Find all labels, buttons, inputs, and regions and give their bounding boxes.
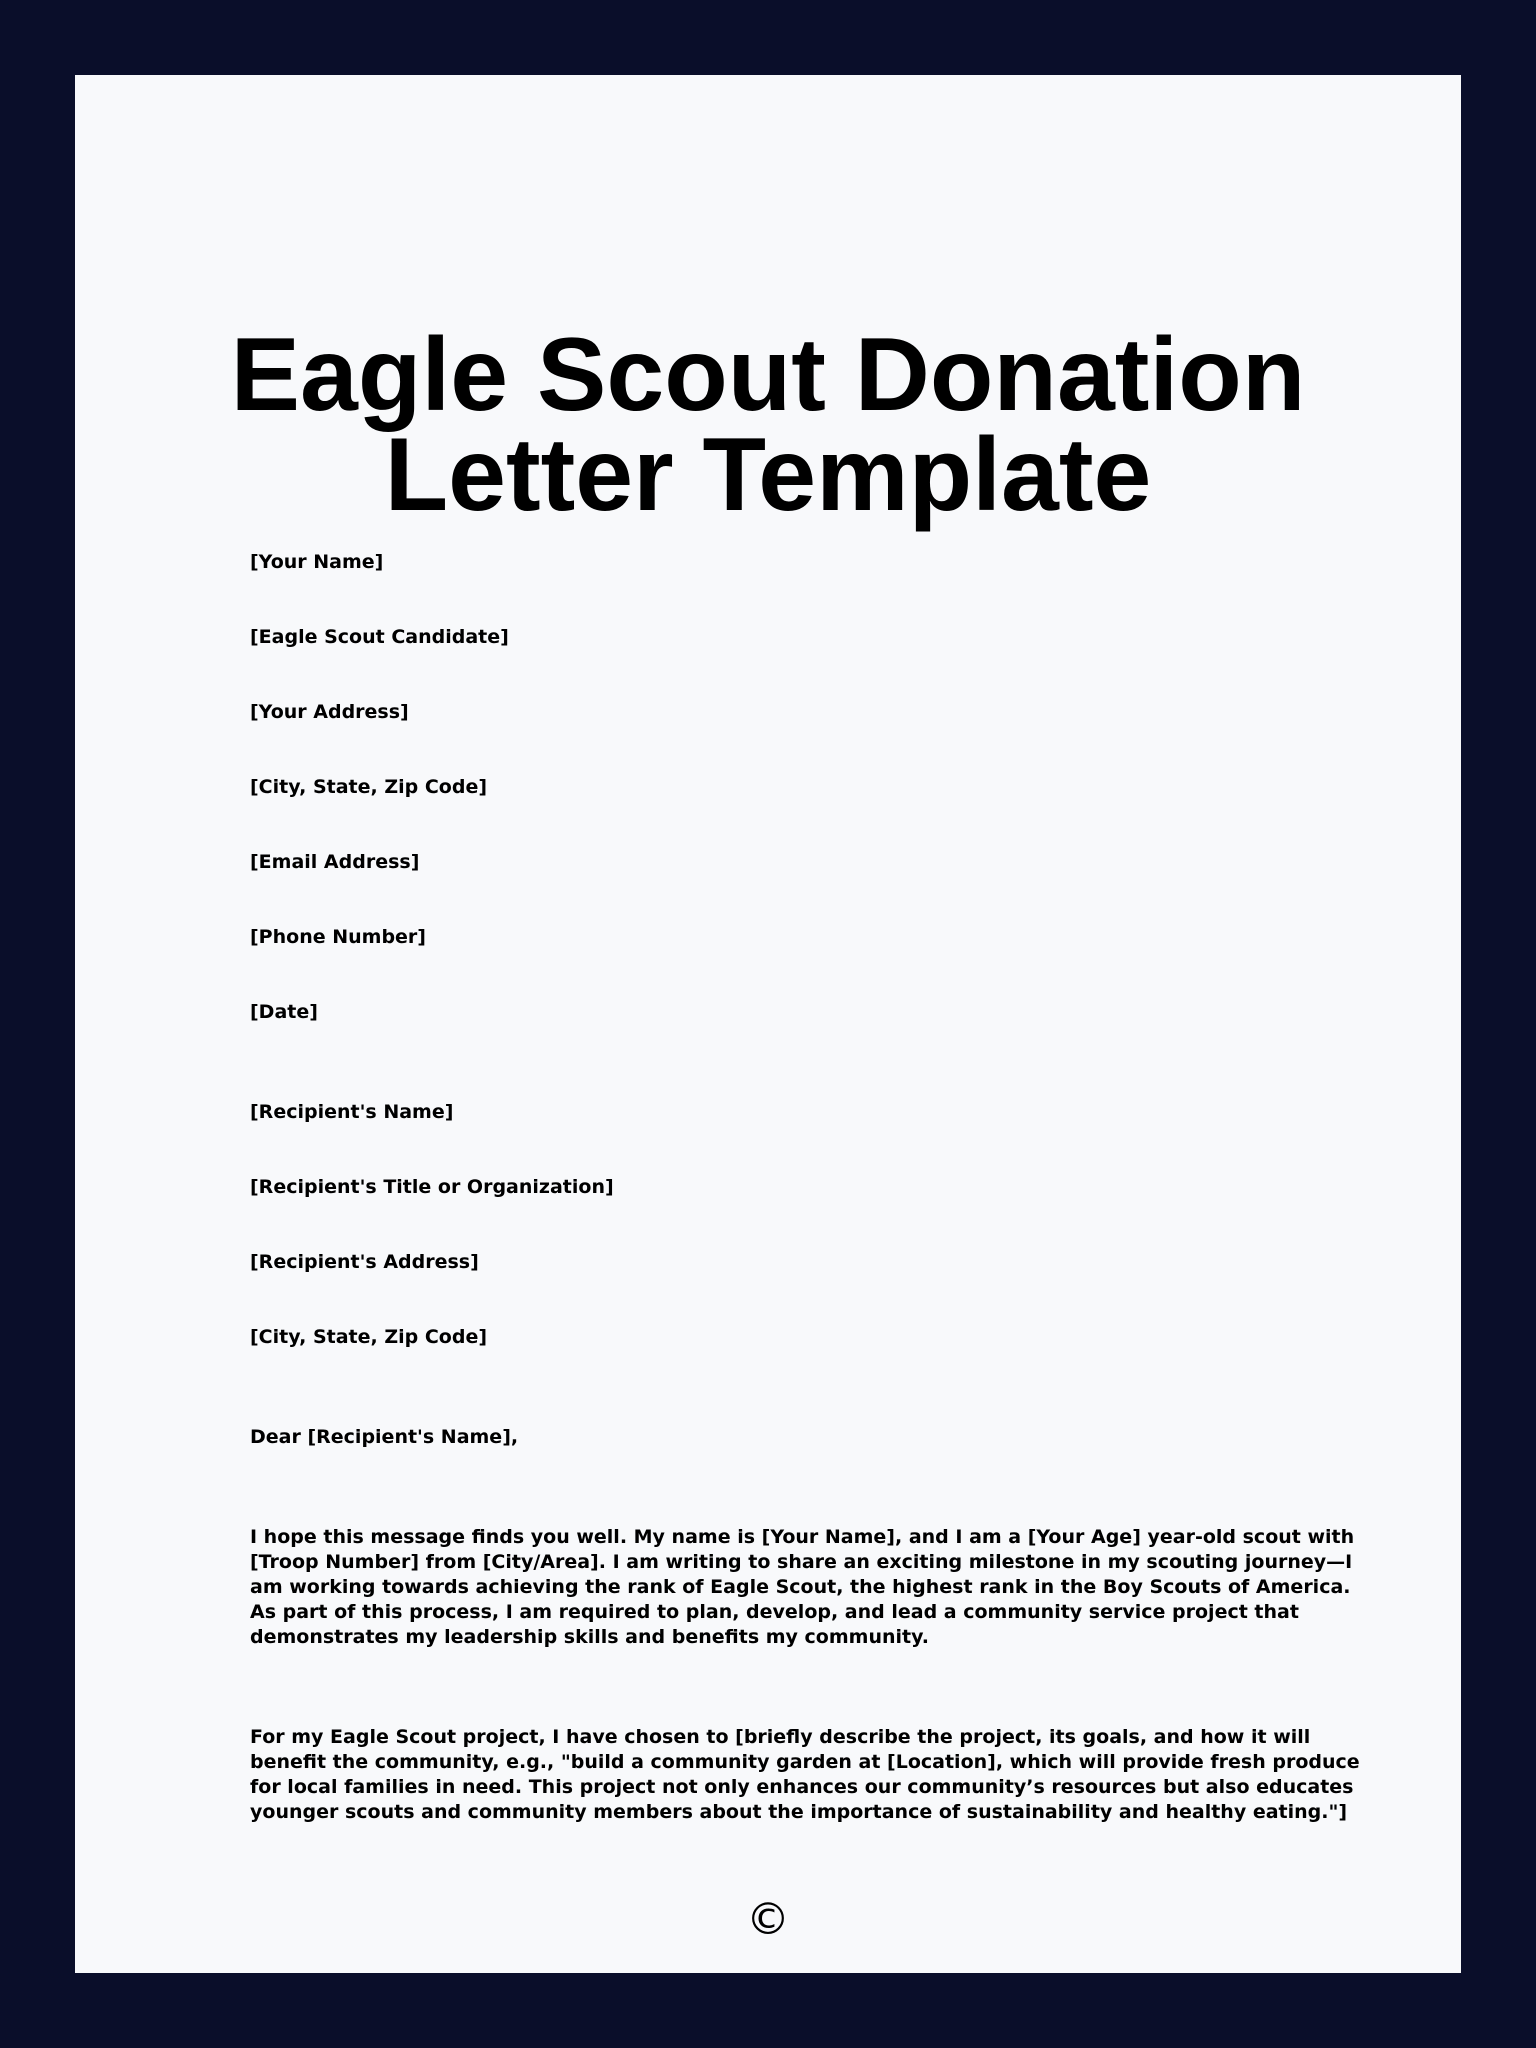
recipient-address: [Recipient's Address] — [250, 1251, 479, 1273]
sender-city-state-zip: [City, State, Zip Code] — [250, 776, 488, 798]
salutation: Dear [Recipient's Name], — [250, 1426, 519, 1448]
sender-name: [Your Name] — [250, 551, 384, 573]
recipient-title: [Recipient's Title or Organization] — [250, 1176, 614, 1198]
body-paragraph: For my Eagle Scout project, I have chosen to [briefly describe the project, its goals, and how it will benefit the community, e.g., "build a community garden at [Location], which will provide fresh produce for local families in need. This project not only enhances our community’s resources but also educates younger scouts and community members about the importance of sustainability and healthy eating."] — [250, 1726, 1360, 1823]
letter-date: [Date] — [250, 1001, 318, 1023]
recipient-name: [Recipient's Name] — [250, 1101, 454, 1123]
body-paragraph: I hope this message finds you well. My name is [Your Name], and I am a [Your Age] year-old scout with [Troop Number] from [City/Area]. I am writing to share an exciting milestone in my scouting journey—I am working towards achieving the rank of Eagle Scout, the highest rank in the Boy Scouts of America. As part of this process, I am required to plan, develop, and lead a community service project that demonstrates my leadership skills and benefits my community. — [250, 1526, 1355, 1648]
recipient-city-state-zip: [City, State, Zip Code] — [250, 1326, 488, 1348]
sender-phone: [Phone Number] — [250, 926, 426, 948]
document-page — [75, 75, 1461, 1973]
document-title: Eagle Scout Donation Letter Template — [230, 317, 1306, 533]
copyright-icon: © — [746, 1894, 790, 1945]
sender-email: [Email Address] — [250, 851, 420, 873]
sender-role: [Eagle Scout Candidate] — [250, 626, 509, 648]
sender-address: [Your Address] — [250, 701, 409, 723]
